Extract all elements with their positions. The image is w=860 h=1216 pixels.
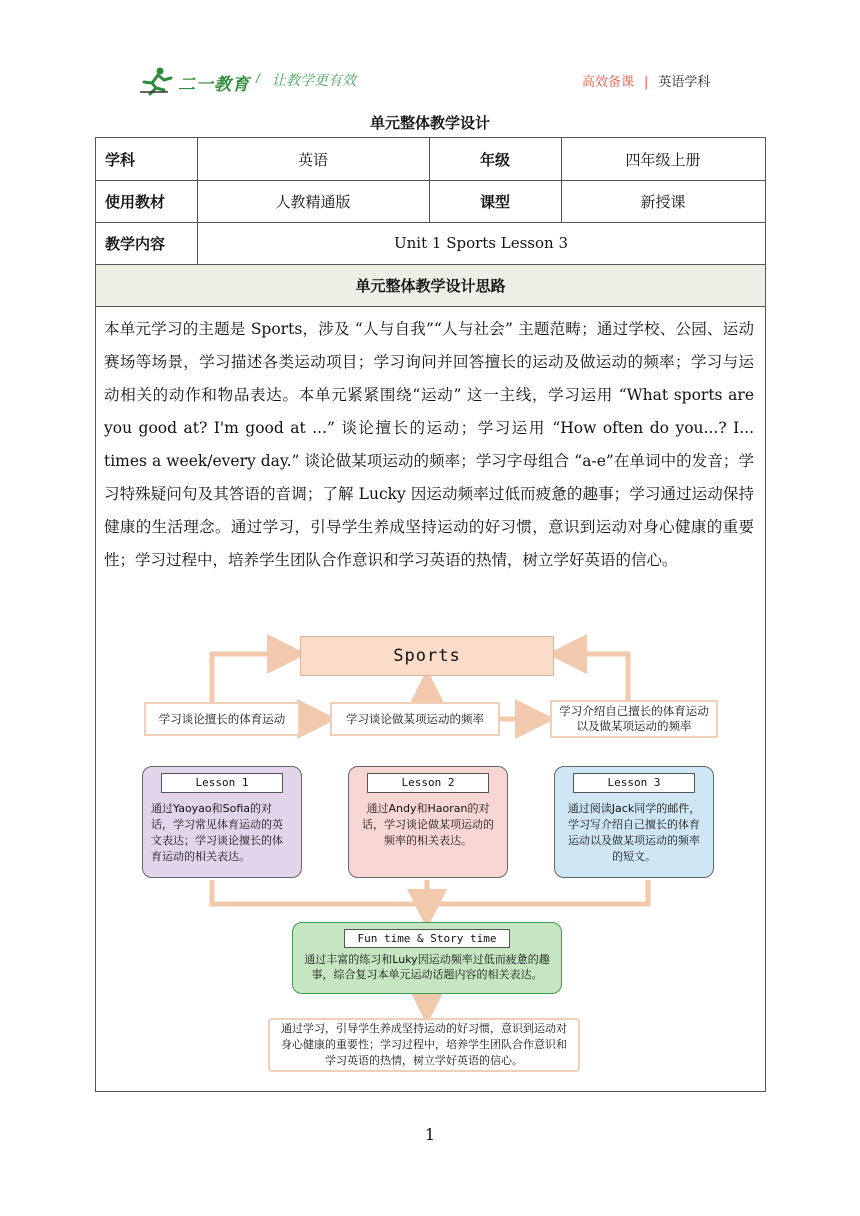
- header-separator: |: [644, 75, 649, 90]
- fun-story-tag: Fun time & Story time: [344, 929, 510, 948]
- textbook-value: 人教精通版: [275, 192, 351, 211]
- grade-label: 年级: [479, 150, 510, 169]
- textbook-label: 使用教材: [105, 192, 166, 211]
- lesson-3-card: [554, 766, 714, 878]
- brand-name: 二一教育: [178, 75, 250, 95]
- content-value: Unit 1 Sports Lesson 3: [393, 234, 569, 252]
- design-paragraph: 本单元学习的主题是 Sports，涉及 “人与自我”“人与社会” 主题范畴；通过学校、公园、运动赛场等场景，学习描述各类运动项目；学习询问并回答擅长的运动及做运动的频率；学习与运动相关的动作和物品表达。本单元紧紧围绕“运动” 这一主线，学习运用 “What sports are you good at? I'm good at ...” 谈论擅长的运动；学习运用 “How often do you...? I... times a week/every day.” 谈论做某项运动的频率；学习字母组合 “a-e”在单词中的发音；学习特殊疑问句及其答语的音调；了解 Lucky 因运动频率过低而疲惫的趣事；学习通过运动保持健康的生活理念。通过学习，引导学生养成坚持运动的好习惯，意识到运动对身心健康的重要性；学习过程中，培养学生团队合作意识和学习英语的热情，树立学好英语的信心。: [104, 320, 754, 569]
- section-heading: 单元整体教学设计思路: [96, 265, 765, 306]
- header-category: 高效备课: [582, 75, 635, 90]
- fun-story-text: 通过丰富的练习和Luky因运动频率过低而疲惫的趣事，综合复习本单元运动话题内容的相关表达。: [304, 953, 550, 981]
- lesson-1-text: 通过Yaoyao和Sofia的对话，学习常见体育运动的英文表达；学习谈论擅长的体育运动的相关表达。: [151, 802, 283, 863]
- topic-box: Sports: [300, 636, 554, 676]
- subject-value: 英语: [297, 150, 328, 169]
- lesson-2-card: [348, 766, 508, 878]
- final-goal-box: 通过学习，引导学生养成坚持运动的好习惯，意识到运动对身心健康的重要性；学习过程中，培养学生团队合作意识和学习英语的热情，树立学好英语的信心。: [268, 1018, 580, 1072]
- header-right: [582, 71, 710, 90]
- subject-label: 学科: [105, 150, 136, 169]
- page-number: 1: [424, 1125, 436, 1144]
- lesson-1-card: [142, 766, 302, 878]
- slogan-separator: /: [256, 70, 260, 86]
- document-title: 单元整体教学设计: [369, 114, 490, 132]
- goal-box-2: 学习谈论做某项运动的频率: [330, 702, 500, 736]
- lesson-1-tag: Lesson 1: [161, 773, 283, 793]
- goal-box-1: 学习谈论擅长的体育运动: [144, 702, 300, 736]
- lesson-2-tag: Lesson 2: [367, 773, 489, 793]
- goal-box-3: 学习介绍自己擅长的体育运动以及做某项运动的频率: [550, 700, 718, 738]
- runner-icon: [138, 66, 178, 96]
- header-subject: 英语学科: [658, 75, 711, 90]
- unit-diagram: [140, 632, 730, 1077]
- lesson-type-label: 课型: [479, 192, 510, 211]
- lesson-3-tag: Lesson 3: [573, 773, 695, 793]
- lesson-3-text: 通过阅读Jack同学的邮件，学习写介绍自己擅长的体育运动以及做某项运动的频率的短文。: [567, 802, 701, 863]
- content-label: 教学内容: [105, 234, 166, 253]
- grade-value: 四年级上册: [625, 150, 701, 169]
- lesson-type-value: 新授课: [640, 192, 686, 211]
- fun-story-card: [292, 922, 562, 994]
- slogan: 让教学更有效: [272, 73, 356, 89]
- lesson-2-text: 通过Andy和Haoran的对话，学习谈论做某项运动的频率的相关表达。: [362, 802, 494, 847]
